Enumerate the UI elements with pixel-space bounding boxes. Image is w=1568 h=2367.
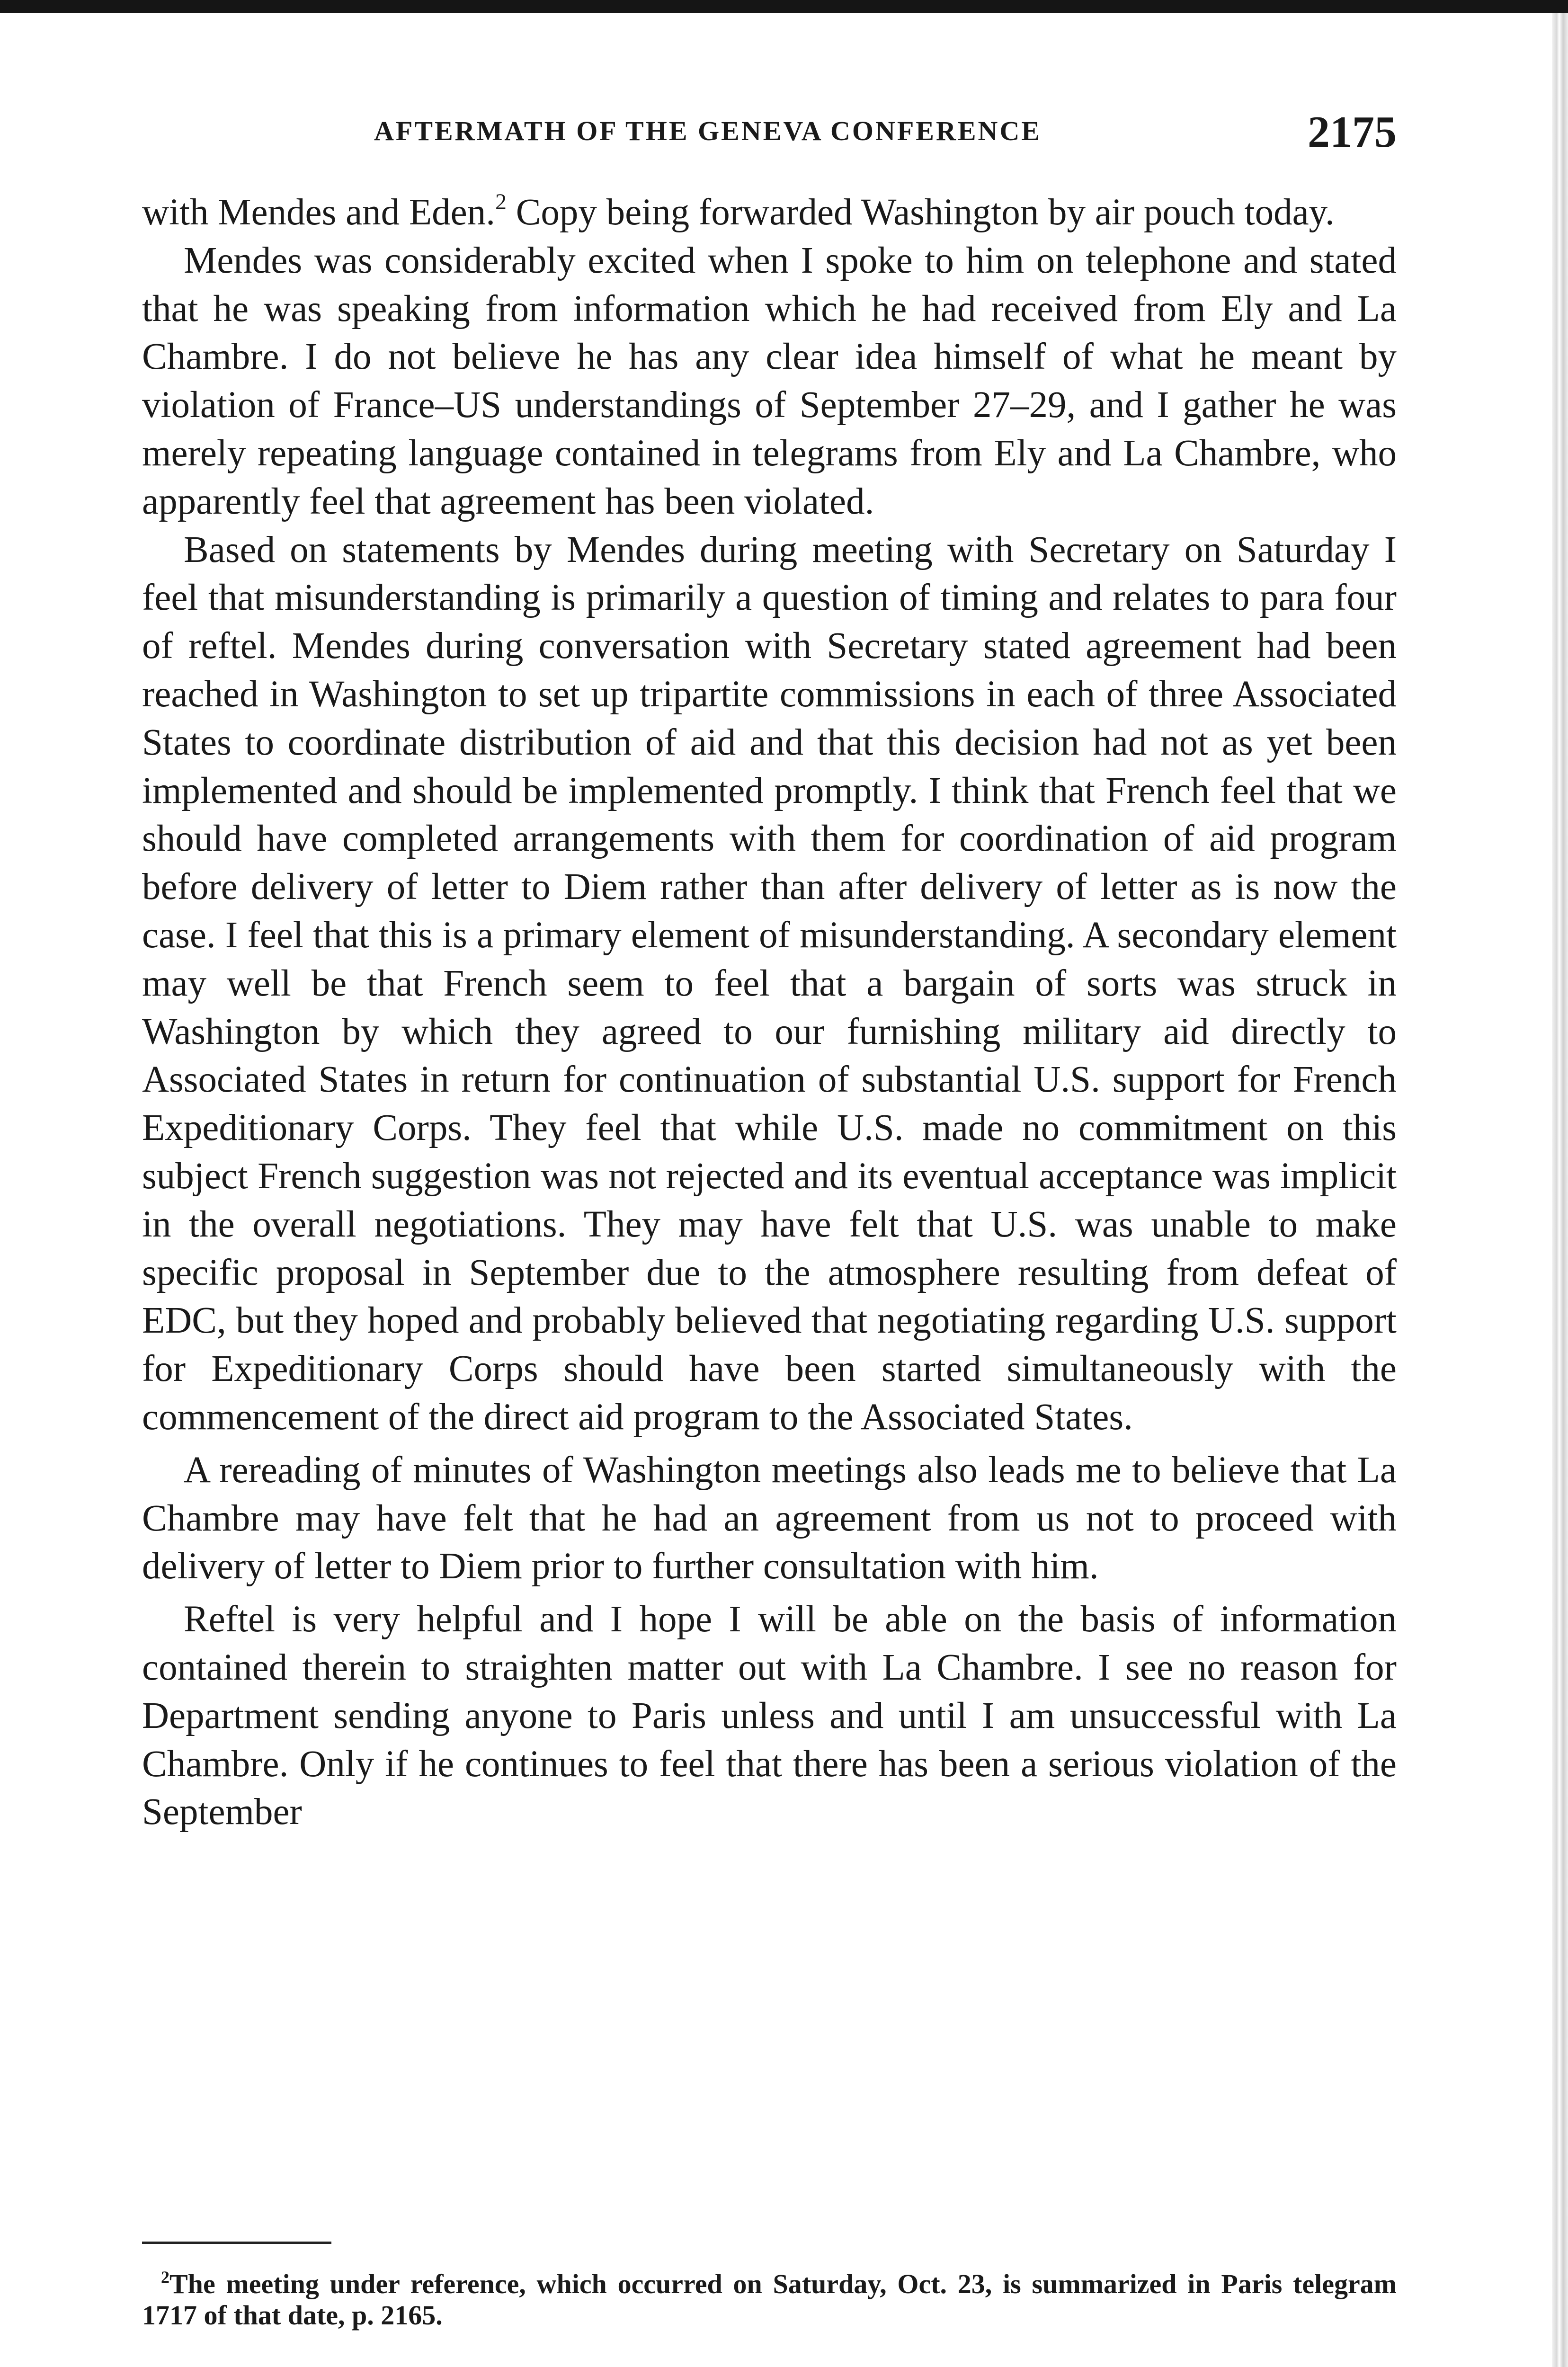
footnote-text: The meeting under reference, which occurred on Saturday, Oct. 23, is summarized in Paris telegram 1717 of that date, p. 2165. bbox=[142, 2269, 1397, 2331]
footnote-divider bbox=[142, 2242, 331, 2244]
paragraph-3: Based on statements by Mendes during meeting with Secretary on Saturday I feel that misunderstanding is primarily a question of timing and relates to para four of reftel. Mendes during conversation with Secretary stated agreement had been reached in Washington to set up tripartite commissions in each of three Associated States to coordinate distribution of aid and that this decision had not as yet been implemented and should be implemented promptly. I think that French feel that we should have completed arrangements with them for coordination of aid program before delivery of letter to Diem rather than after delivery of letter as is now the case. I feel that this is a primary element of misunderstanding. A secondary element may well be that French seem to feel that a bargain of sorts was struck in Washington by which they agreed to our furnishing military aid directly to Associated States in return for continuation of substantial U.S. support for French Expeditionary Corps. They feel that while U.S. made no commitment on this subject French suggestion was not rejected and its eventual acceptance was implicit in the overall negotiations. They may have felt that U.S. was unable to make specific proposal in September due to the atmosphere resulting from defeat of EDC, but they hoped and probably believed that negotiating regarding U.S. support for Expeditionary Corps should have been started simultaneously with the commencement of the direct aid program to the Associated States. bbox=[142, 529, 1397, 1438]
paragraph-4: A rereading of minutes of Washington meetings also leads me to believe that La Chambre may have felt that he had an agreement from us not to proceed with delivery of letter to Diem prior to further consultation with him. bbox=[142, 1449, 1397, 1587]
page-number: 2175 bbox=[1308, 107, 1397, 157]
body-text bbox=[142, 188, 1397, 1836]
document-page bbox=[142, 0, 1397, 2367]
running-head bbox=[142, 107, 1397, 159]
footnote bbox=[142, 2269, 1397, 2331]
paragraph-1 bbox=[142, 188, 1397, 237]
paragraph-2: Mendes was considerably excited when I spoke to him on telephone and stated that he was speaking from information which he had received from Ely and La Chambre. I do not believe he has any clear idea himself of what he meant by violation of France–US understandings of September 27–29, and I gather he was merely repeating language contained in telegrams from Ely and La Chambre, who apparently feel that agreement has been violated. bbox=[142, 240, 1397, 522]
right-page-edge bbox=[1552, 13, 1568, 2367]
paragraph-1-text-a: with Mendes and Eden. bbox=[142, 192, 495, 233]
paragraph-1-text-b: Copy being forwarded Washington by air pouch today. bbox=[506, 192, 1335, 233]
footnote-reference: 2 bbox=[495, 189, 507, 214]
paragraph-5: Reftel is very helpful and I hope I will be able on the basis of information contained therein to straighten matter out with La Chambre. I see no reason for Department sending anyone to Paris unless and until I am unsuccessful with La Chambre. Only if he continues to feel that there has been a serious violation of the September bbox=[142, 1599, 1397, 1833]
running-head-title: AFTERMATH OF THE GENEVA CONFERENCE bbox=[374, 116, 1042, 146]
footnote-marker: 2 bbox=[161, 2268, 169, 2287]
